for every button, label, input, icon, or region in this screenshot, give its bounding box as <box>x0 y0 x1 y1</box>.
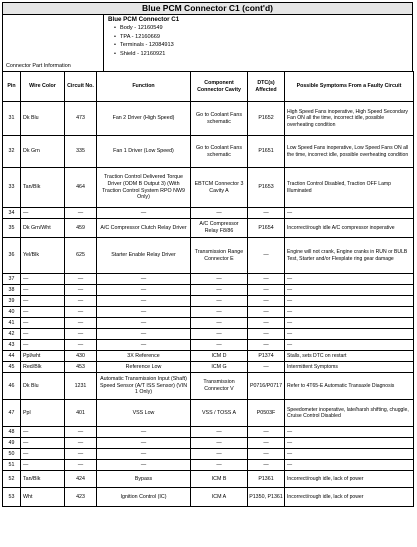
table-row <box>3 238 414 274</box>
header-circuit: Circuit No. <box>65 72 97 102</box>
table-row <box>3 296 414 307</box>
cell-symptoms: — <box>285 208 414 219</box>
cell-pin: 34 <box>3 208 21 219</box>
cell-pin: 41 <box>3 318 21 329</box>
cell-dtc: — <box>248 285 285 296</box>
cell-dtc: — <box>248 427 285 438</box>
cell-dtc: — <box>248 274 285 285</box>
cell-circuit: — <box>65 318 97 329</box>
cell-component: VSS / TOSS A <box>191 400 248 427</box>
cell-pin: 51 <box>3 460 21 471</box>
cell-function: VSS Low <box>97 400 191 427</box>
cell-dtc: — <box>248 208 285 219</box>
cell-component: — <box>191 438 248 449</box>
cell-symptoms: Stalls, sets DTC on restart <box>285 351 414 362</box>
cell-wire-color: — <box>21 427 65 438</box>
cell-component: — <box>191 427 248 438</box>
cell-component: EBTCM Connector 3 Cavity A <box>191 168 248 208</box>
cell-symptoms: — <box>285 296 414 307</box>
cell-function: Ignition Control (IC) <box>97 488 191 507</box>
cell-function: Automatic Transmission Input (Shaft) Speed Sensor (A/T ISS Sensor) (VIN 1 Only) <box>97 373 191 400</box>
table-row <box>3 307 414 318</box>
cell-component: ICM G <box>191 362 248 373</box>
table-row <box>3 373 414 400</box>
cell-circuit: — <box>65 208 97 219</box>
cell-symptoms: Incorrect/rough idle, lack of power <box>285 471 414 488</box>
cell-symptoms: Low Speed Fans inoperative, Low Speed Fans ON all the time, incorrect idle, possible overheating condition <box>285 136 414 168</box>
connector-details <box>104 15 412 71</box>
cell-dtc: P1654 <box>248 219 285 238</box>
header-pin: Pin <box>3 72 21 102</box>
header-function: Function <box>97 72 191 102</box>
cell-symptoms: Intermittent Symptoms <box>285 362 414 373</box>
cell-pin: 48 <box>3 427 21 438</box>
header-symptoms: Possible Symptoms From a Faulty Circuit <box>285 72 414 102</box>
cell-component: ICM D <box>191 351 248 362</box>
cell-pin: 49 <box>3 438 21 449</box>
cell-circuit: 335 <box>65 136 97 168</box>
cell-pin: 39 <box>3 296 21 307</box>
cell-component: — <box>191 318 248 329</box>
cell-pin: 43 <box>3 340 21 351</box>
cell-component: — <box>191 208 248 219</box>
cell-circuit: 459 <box>65 219 97 238</box>
cell-component: A/C Compressor Relay F8/86 <box>191 219 248 238</box>
cell-wire-color: — <box>21 438 65 449</box>
cell-component: — <box>191 307 248 318</box>
cell-circuit: — <box>65 285 97 296</box>
connector-parts-list <box>108 24 412 58</box>
header-dtc: DTC(s) Affected <box>248 72 285 102</box>
connector-part-info-cell <box>3 15 104 71</box>
cell-dtc: — <box>248 238 285 274</box>
cell-wire-color: Dk Grn/Wht <box>21 219 65 238</box>
table-row <box>3 219 414 238</box>
cell-component: — <box>191 274 248 285</box>
cell-pin: 38 <box>3 285 21 296</box>
cell-component: — <box>191 285 248 296</box>
cell-wire-color: Tan/Blk <box>21 471 65 488</box>
table-row <box>3 427 414 438</box>
cell-function: — <box>97 307 191 318</box>
cell-component: ICM B <box>191 471 248 488</box>
table-row <box>3 438 414 449</box>
cell-component: — <box>191 460 248 471</box>
cell-pin: 52 <box>3 471 21 488</box>
table-row <box>3 136 414 168</box>
cell-wire-color: Dk Blu <box>21 102 65 136</box>
cell-dtc: — <box>248 340 285 351</box>
cell-wire-color: Dk Grn <box>21 136 65 168</box>
cell-function: A/C Compressor Clutch Relay Driver <box>97 219 191 238</box>
cell-function: Bypass <box>97 471 191 488</box>
cell-function: Reference Low <box>97 362 191 373</box>
cell-function: — <box>97 208 191 219</box>
cell-dtc: — <box>248 460 285 471</box>
cell-wire-color: — <box>21 460 65 471</box>
cell-component: Go to Coolant Fans schematic <box>191 136 248 168</box>
cell-circuit: 423 <box>65 488 97 507</box>
cell-wire-color: — <box>21 274 65 285</box>
cell-pin: 40 <box>3 307 21 318</box>
cell-circuit: 401 <box>65 400 97 427</box>
cell-component: Transmission Range Connector E <box>191 238 248 274</box>
cell-circuit: 625 <box>65 238 97 274</box>
table-row <box>3 471 414 488</box>
pin-table <box>2 71 414 507</box>
cell-pin: 44 <box>3 351 21 362</box>
cell-wire-color: Wht <box>21 488 65 507</box>
cell-circuit: — <box>65 449 97 460</box>
table-row <box>3 274 414 285</box>
cell-symptoms: — <box>285 449 414 460</box>
cell-symptoms: — <box>285 318 414 329</box>
cell-function: — <box>97 438 191 449</box>
cell-wire-color: — <box>21 307 65 318</box>
table-row <box>3 362 414 373</box>
table-row <box>3 400 414 427</box>
cell-wire-color: Ppl/wht <box>21 351 65 362</box>
cell-wire-color: — <box>21 449 65 460</box>
header-wire-color: Wire Color <box>21 72 65 102</box>
header-component: Component Connector Cavity <box>191 72 248 102</box>
cell-function: — <box>97 427 191 438</box>
cell-wire-color: Yel/Blk <box>21 238 65 274</box>
cell-symptoms: — <box>285 427 414 438</box>
table-row <box>3 460 414 471</box>
cell-function: Starter Enable Relay Driver <box>97 238 191 274</box>
cell-dtc: — <box>248 307 285 318</box>
cell-symptoms: Engine will not crank, Engine cranks in RUN or BULB Test, Starter and/or Flexplate ring gear damage <box>285 238 414 274</box>
cell-function: — <box>97 285 191 296</box>
cell-symptoms: High Speed Fans inoperative, High Speed Secondary Fan ON all the time, incorrect idle, possible overheating condition <box>285 102 414 136</box>
cell-circuit: — <box>65 460 97 471</box>
cell-dtc: — <box>248 329 285 340</box>
table-row <box>3 102 414 136</box>
cell-function: — <box>97 460 191 471</box>
cell-circuit: — <box>65 340 97 351</box>
cell-wire-color: — <box>21 208 65 219</box>
cell-symptoms: — <box>285 460 414 471</box>
cell-component: — <box>191 449 248 460</box>
cell-wire-color: — <box>21 340 65 351</box>
cell-function: — <box>97 296 191 307</box>
connector-name: Blue PCM Connector C1 <box>108 16 180 23</box>
cell-dtc: — <box>248 438 285 449</box>
cell-symptoms: Speedometer inoperative, late/harsh shifting, chuggle, Cruise Control Disabled <box>285 400 414 427</box>
cell-dtc: P1361 <box>248 471 285 488</box>
cell-pin: 45 <box>3 362 21 373</box>
cell-symptoms: Incorrect/rough idle, lack of power <box>285 488 414 507</box>
connector-part-item: • TPA - 12160669 <box>114 33 412 41</box>
cell-dtc: — <box>248 362 285 373</box>
cell-component: — <box>191 296 248 307</box>
cell-circuit: 424 <box>65 471 97 488</box>
cell-circuit: 430 <box>65 351 97 362</box>
cell-wire-color: — <box>21 318 65 329</box>
cell-dtc: P1350, P1361 <box>248 488 285 507</box>
cell-pin: 47 <box>3 400 21 427</box>
cell-wire-color: Dk Blu <box>21 373 65 400</box>
cell-function: Fan 2 Driver (High Speed) <box>97 102 191 136</box>
cell-component: — <box>191 329 248 340</box>
connector-part-item: • Shield - 12160921 <box>114 50 412 58</box>
cell-function: Fan 1 Driver (Low Speed) <box>97 136 191 168</box>
table-row <box>3 168 414 208</box>
cell-component: Transmission Connector V <box>191 373 248 400</box>
connector-part-info-label: Connector Part Information <box>6 63 71 69</box>
cell-symptoms: — <box>285 285 414 296</box>
cell-wire-color: Tan/Blk <box>21 168 65 208</box>
table-row <box>3 340 414 351</box>
cell-symptoms: Incorrect/rough idle A/C compressor inoperative <box>285 219 414 238</box>
cell-wire-color: — <box>21 329 65 340</box>
cell-function: — <box>97 318 191 329</box>
cell-wire-color: Ppl <box>21 400 65 427</box>
cell-pin: 50 <box>3 449 21 460</box>
table-row <box>3 285 414 296</box>
cell-pin: 32 <box>3 136 21 168</box>
cell-symptoms: — <box>285 274 414 285</box>
cell-circuit: — <box>65 329 97 340</box>
cell-function: — <box>97 340 191 351</box>
cell-symptoms: Refer to 4T65-E Automatic Transaxle Diagnosis <box>285 373 414 400</box>
connector-table-sheet <box>2 2 413 507</box>
cell-circuit: — <box>65 274 97 285</box>
cell-circuit: — <box>65 438 97 449</box>
cell-dtc: P0503F <box>248 400 285 427</box>
table-row <box>3 449 414 460</box>
cell-wire-color: Red/Blk <box>21 362 65 373</box>
cell-component: — <box>191 340 248 351</box>
cell-function: — <box>97 449 191 460</box>
cell-dtc: P1653 <box>248 168 285 208</box>
cell-dtc: P1652 <box>248 102 285 136</box>
connector-part-item: • Body - 12160549 <box>114 24 412 32</box>
cell-pin: 46 <box>3 373 21 400</box>
cell-component: Go to Coolant Fans schematic <box>191 102 248 136</box>
cell-circuit: — <box>65 427 97 438</box>
cell-dtc: P0716/P0717 <box>248 373 285 400</box>
cell-pin: 33 <box>3 168 21 208</box>
cell-dtc: — <box>248 318 285 329</box>
connector-part-item: • Terminals - 12084913 <box>114 41 412 49</box>
table-row <box>3 488 414 507</box>
cell-function: — <box>97 274 191 285</box>
cell-circuit: 1231 <box>65 373 97 400</box>
cell-pin: 53 <box>3 488 21 507</box>
table-row <box>3 351 414 362</box>
table-body <box>3 102 414 507</box>
cell-function: 3X Reference <box>97 351 191 362</box>
cell-pin: 37 <box>3 274 21 285</box>
cell-wire-color: — <box>21 285 65 296</box>
connector-info-header <box>2 14 413 71</box>
cell-pin: 36 <box>3 238 21 274</box>
cell-pin: 42 <box>3 329 21 340</box>
cell-dtc: P1651 <box>248 136 285 168</box>
cell-pin: 31 <box>3 102 21 136</box>
cell-function: — <box>97 329 191 340</box>
table-row <box>3 208 414 219</box>
table-row <box>3 318 414 329</box>
cell-symptoms: — <box>285 307 414 318</box>
cell-circuit: 464 <box>65 168 97 208</box>
cell-dtc: — <box>248 449 285 460</box>
cell-dtc: — <box>248 296 285 307</box>
table-row <box>3 329 414 340</box>
table-header-row <box>3 72 414 102</box>
cell-wire-color: — <box>21 296 65 307</box>
cell-function: Traction Control Delivered Torque Driver (ODM B Output 3) (With Traction Control System RPO NW9 Only) <box>97 168 191 208</box>
cell-symptoms: — <box>285 340 414 351</box>
cell-symptoms: — <box>285 329 414 340</box>
cell-circuit: 453 <box>65 362 97 373</box>
cell-pin: 35 <box>3 219 21 238</box>
cell-dtc: P1374 <box>248 351 285 362</box>
page-title: Blue PCM Connector C1 (cont'd) <box>2 2 413 14</box>
cell-symptoms: Traction Control Disabled, Traction OFF Lamp Illuminated <box>285 168 414 208</box>
cell-circuit: 473 <box>65 102 97 136</box>
cell-circuit: — <box>65 296 97 307</box>
cell-circuit: — <box>65 307 97 318</box>
cell-component: ICM A <box>191 488 248 507</box>
cell-symptoms: — <box>285 438 414 449</box>
